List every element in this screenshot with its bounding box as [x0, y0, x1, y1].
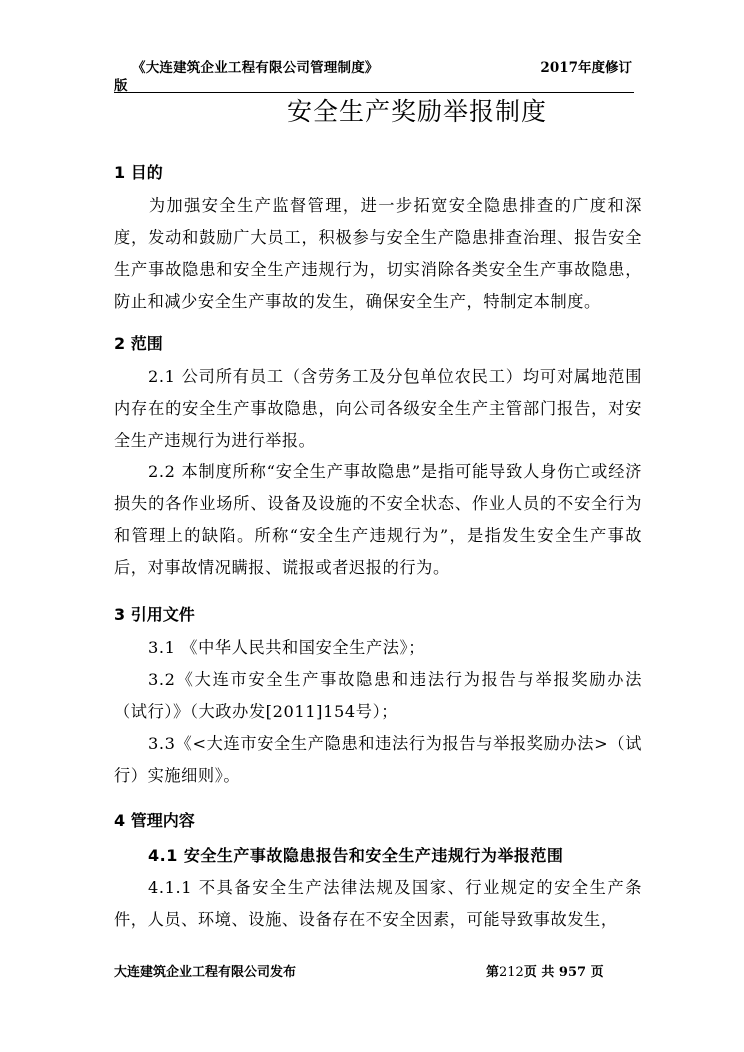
paragraph-ref-3-3: [114, 728, 642, 792]
paragraph-purpose-text: 为加强安全生产监督管理，进一步拓宽安全隐患排查的广度和深度，发动和鼓励广大员工，积极参与安全生产隐患排查治理、报告安全生产事故隐患和安全生产违规行为，切实消除各类安全生产事故隐患，防止和减少安全生产事故的发生，确保安全生产，特制定本制度。: [114, 196, 642, 311]
footer-publisher: 大连建筑企业工程有限公司发布: [114, 965, 297, 980]
heading-purpose: 1 目的: [114, 163, 163, 182]
paragraph-4-1-1-text: 4.1.1 不具备安全生产法律法规及国家、行业规定的安全生产条件，人员、环境、设施、设备存在不安全因素，可能导致事故发生，: [114, 878, 642, 929]
paragraph-4-1-1: [114, 872, 642, 936]
footer-page-mid: 页 共: [523, 965, 559, 980]
paragraph-scope-2-1: [114, 361, 642, 457]
paragraph-ref-3-2-text: 3.2《大连市安全生产事故隐患和违法行为报告与举报奖励办法（试行）》（大政办发[2011]154号）；: [114, 670, 642, 721]
heading-scope: 2 范围: [114, 334, 163, 353]
paragraph-ref-3-3-text: 3.3《<大连市安全生产隐患和违法行为报告与举报奖励办法>（试行）实施细则》。: [114, 734, 642, 785]
page-title: [0, 92, 744, 128]
paragraph-scope-2-1-text: 2.1 公司所有员工（含劳务工及分包单位农民工）均可对属地范围内存在的安全生产事故隐患，向公司各级安全生产主管部门报告，对安全生产违规行为进行举报。: [114, 367, 642, 450]
footer-page-number: [486, 961, 604, 980]
paragraph-scope-2-2: [114, 456, 642, 584]
footer-page-suffix: 页: [586, 965, 604, 980]
heading-management: 4 管理内容: [114, 811, 195, 830]
paragraph-ref-3-1: [114, 632, 642, 664]
footer-page-prefix: 第: [486, 965, 500, 980]
page-title-text: 安全生产奖励举报制度: [286, 97, 547, 126]
subheading-4-1: 4.1 安全生产事故隐患报告和安全生产违规行为举报范围: [148, 846, 564, 865]
footer-total-pages: 957: [558, 965, 587, 980]
paragraph-ref-3-1-text: 3.1 《中华人民共和国安全生产法》；: [148, 638, 426, 657]
paragraph-purpose: [114, 190, 642, 318]
page-header: [114, 52, 634, 93]
header-revision: 2017年度修订: [540, 60, 632, 76]
paragraph-scope-2-2-text: 2.2 本制度所称“安全生产事故隐患”是指可能导致人身伤亡或经济损失的各作业场所、设备及设施的不安全状态、作业人员的不安全行为和管理上的缺陷。所称“安全生产违规行为”，是指发生安全生产事故后，对事故情况瞒报、谎报或者迟报的行为。: [114, 462, 642, 577]
heading-references: 3 引用文件: [114, 605, 195, 624]
header-doc-title: 《大连建筑企业工程有限公司管理制度》: [132, 60, 379, 76]
header-revision-wrap: 版: [114, 78, 128, 94]
footer-current-page: 212: [499, 965, 524, 980]
paragraph-ref-3-2: [114, 664, 642, 728]
